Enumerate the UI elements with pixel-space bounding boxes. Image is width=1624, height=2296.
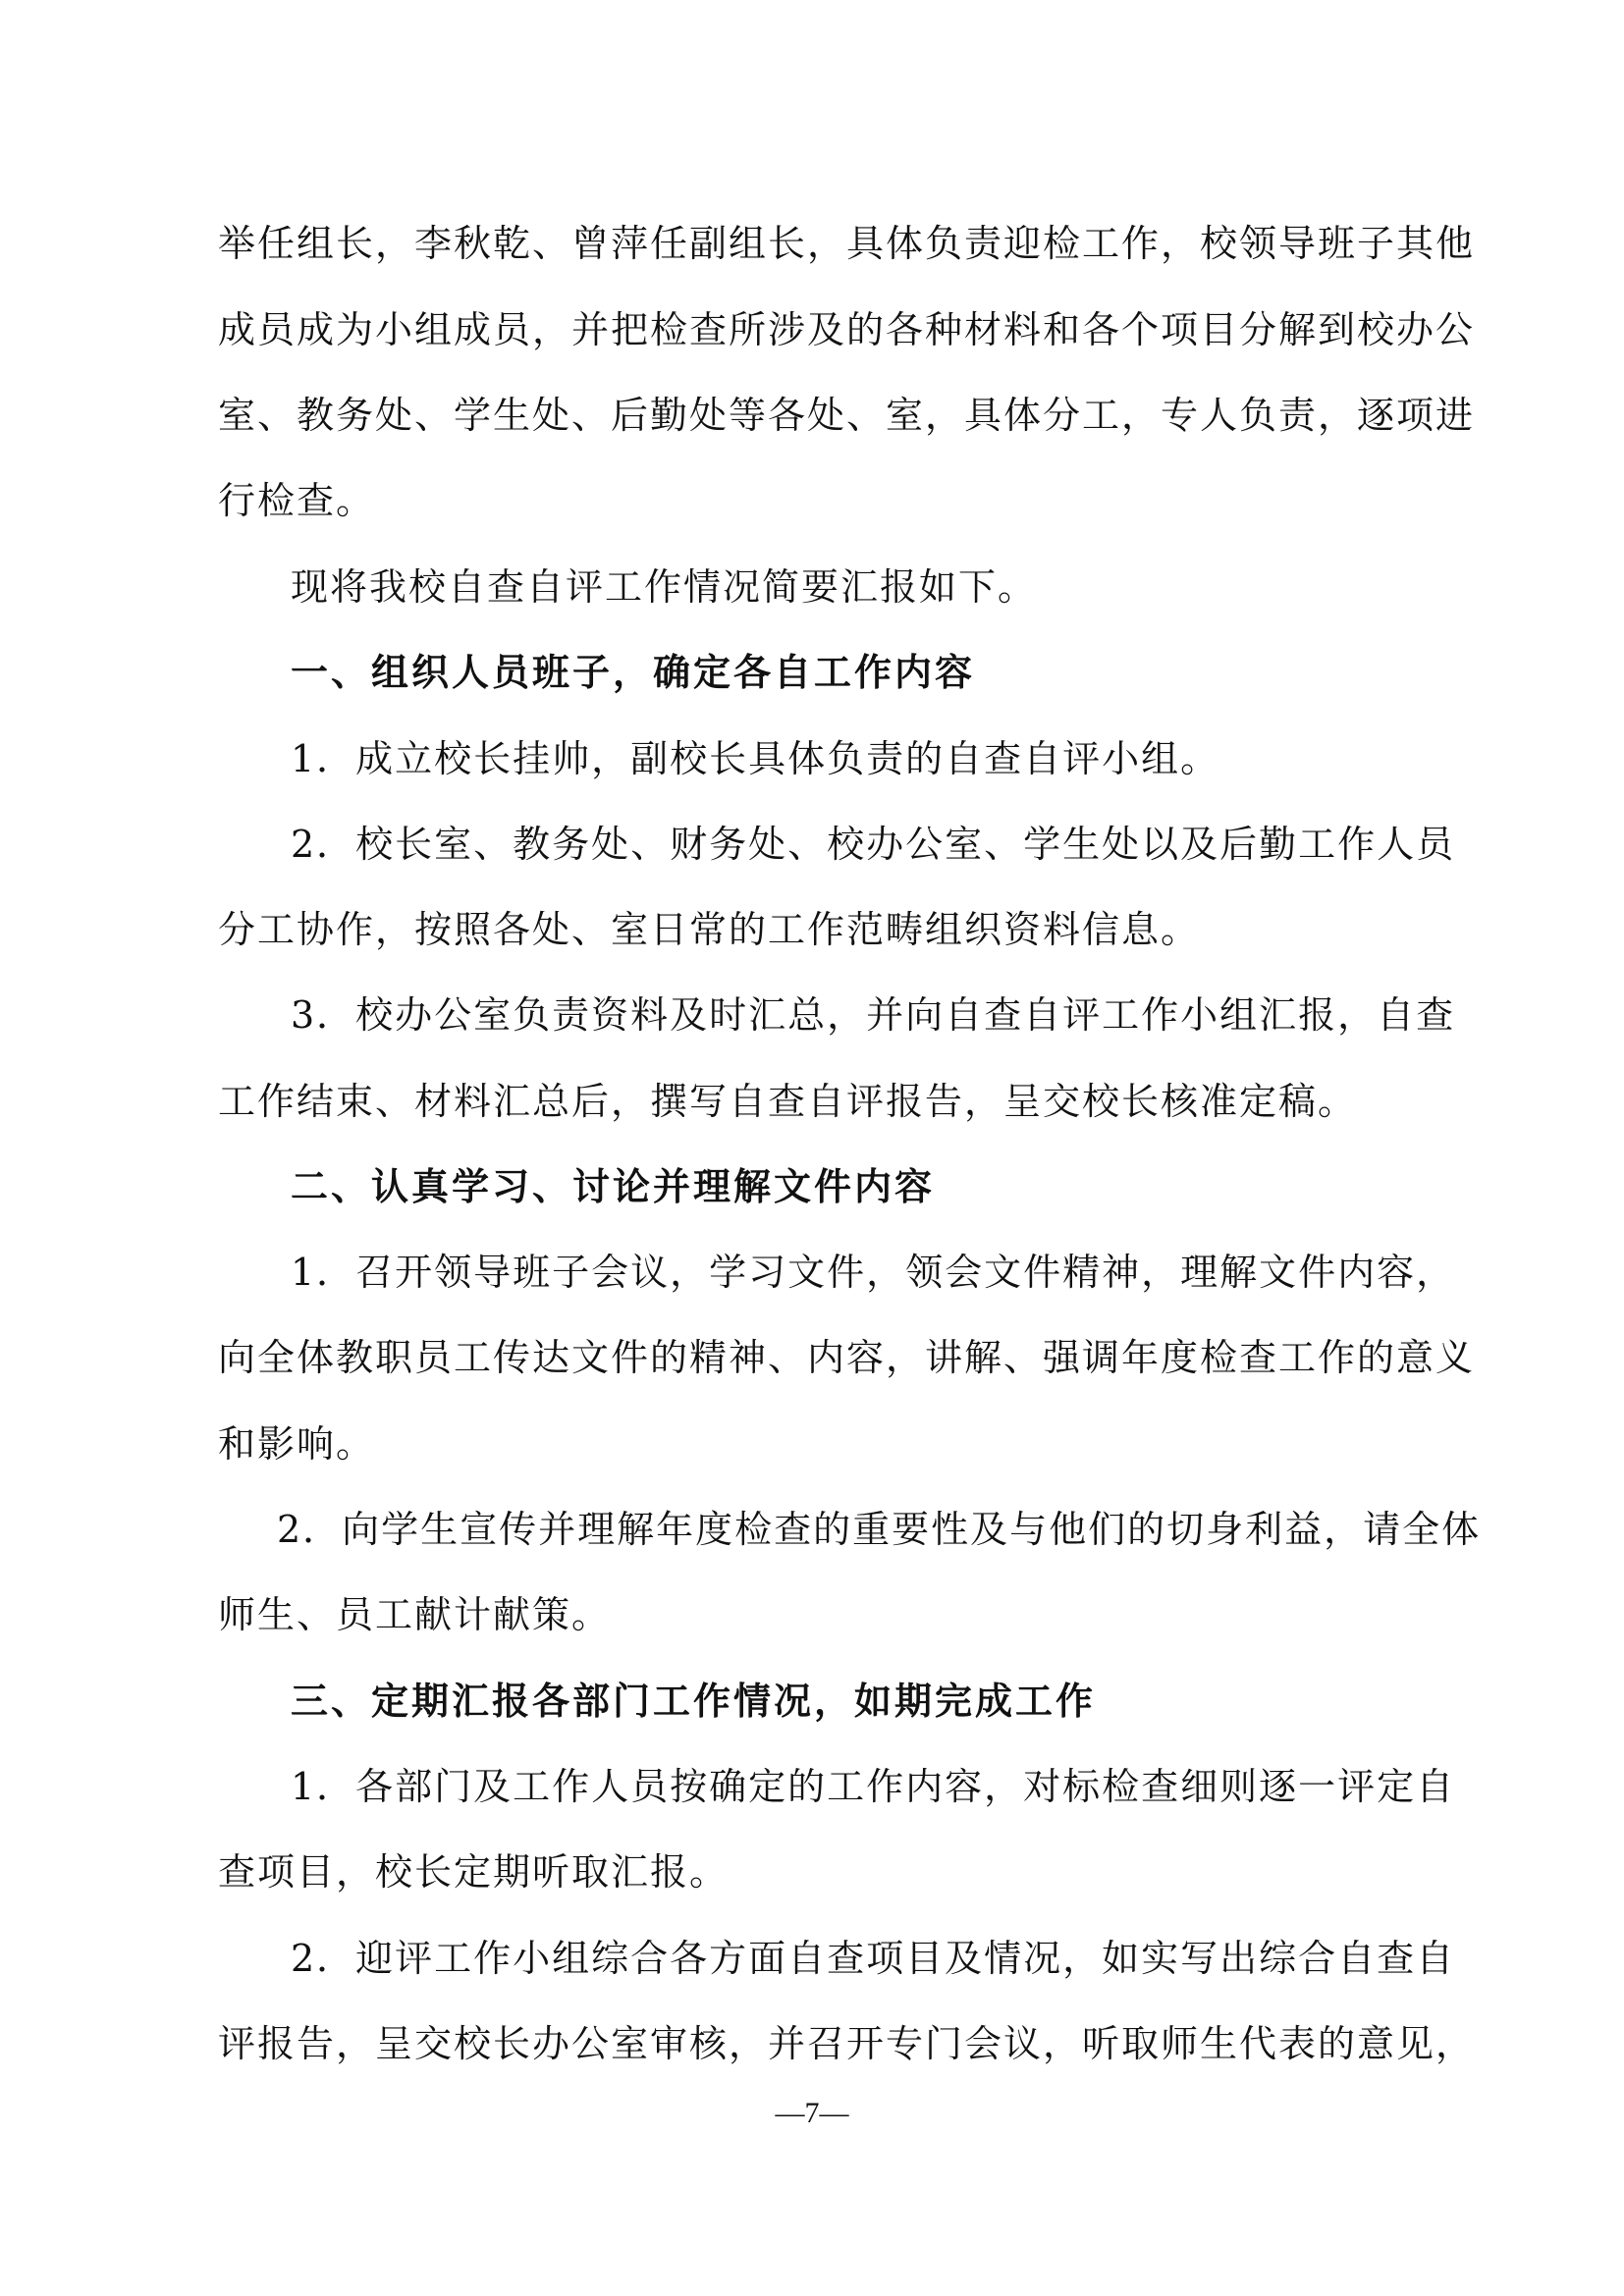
body-text-line: 室、教务处、学生处、后勤处等各处、室，具体分工，专人负责，逐项进 (218, 394, 1476, 437)
list-item-text: 2．校长室、教务处、财务处、校办公室、学生处以及后勤工作人员 (291, 823, 1456, 866)
list-item-text: 2．迎评工作小组综合各方面自查项目及情况，如实写出综合自查自 (291, 1937, 1456, 1980)
body-text-line: 和影响。 (218, 1422, 376, 1466)
page-number: —7— (775, 2097, 849, 2129)
body-text-line: 师生、员工献计献策。 (218, 1593, 612, 1636)
body-text-line: 举任组长，李秋乾、曾萍任副组长，具体负责迎检工作，校领导班子其他 (218, 222, 1476, 265)
body-text-line: 行检查。 (218, 479, 376, 522)
body-text-line: 向全体教职员工传达文件的精神、内容，讲解、强调年度检查工作的意义 (218, 1336, 1476, 1379)
body-text-line: 现将我校自查自评工作情况简要汇报如下。 (291, 565, 1038, 609)
body-text-line: 评报告，呈交校长办公室审核，并召开专门会议，听取师生代表的意见， (218, 2022, 1476, 2065)
list-item-text: 3．校办公室负责资料及时汇总，并向自查自评工作小组汇报，自查 (291, 993, 1456, 1037)
body-text-line: 工作结束、材料汇总后，撰写自查自评报告，呈交校长核准定稿。 (218, 1080, 1358, 1123)
body-text-line: 分工协作，按照各处、室日常的工作范畴组织资料信息。 (218, 908, 1201, 951)
body-text-line: 查项目，校长定期听取汇报。 (218, 1850, 730, 1894)
section-heading-2: 二、认真学习、讨论并理解文件内容 (291, 1165, 936, 1208)
list-item-text: 2．向学生宣传并理解年度检查的重要性及与他们的切身利益，请全体 (277, 1508, 1482, 1551)
list-item-text: 1．召开领导班子会议，学习文件，领会文件精神，理解文件内容， (291, 1251, 1456, 1294)
body-text-line: 成员成为小组成员，并把检查所涉及的各种材料和各个项目分解到校办公 (218, 308, 1476, 351)
section-heading-1: 一、组织人员班子，确定各自工作内容 (291, 651, 976, 694)
list-item-text: 1．各部门及工作人员按确定的工作内容，对标检查细则逐一评定自 (291, 1765, 1456, 1808)
section-heading-3: 三、定期汇报各部门工作情况，如期完成工作 (291, 1680, 1097, 1723)
list-item-text: 1．成立校长挂帅，副校长具体负责的自查自评小组。 (291, 737, 1220, 780)
